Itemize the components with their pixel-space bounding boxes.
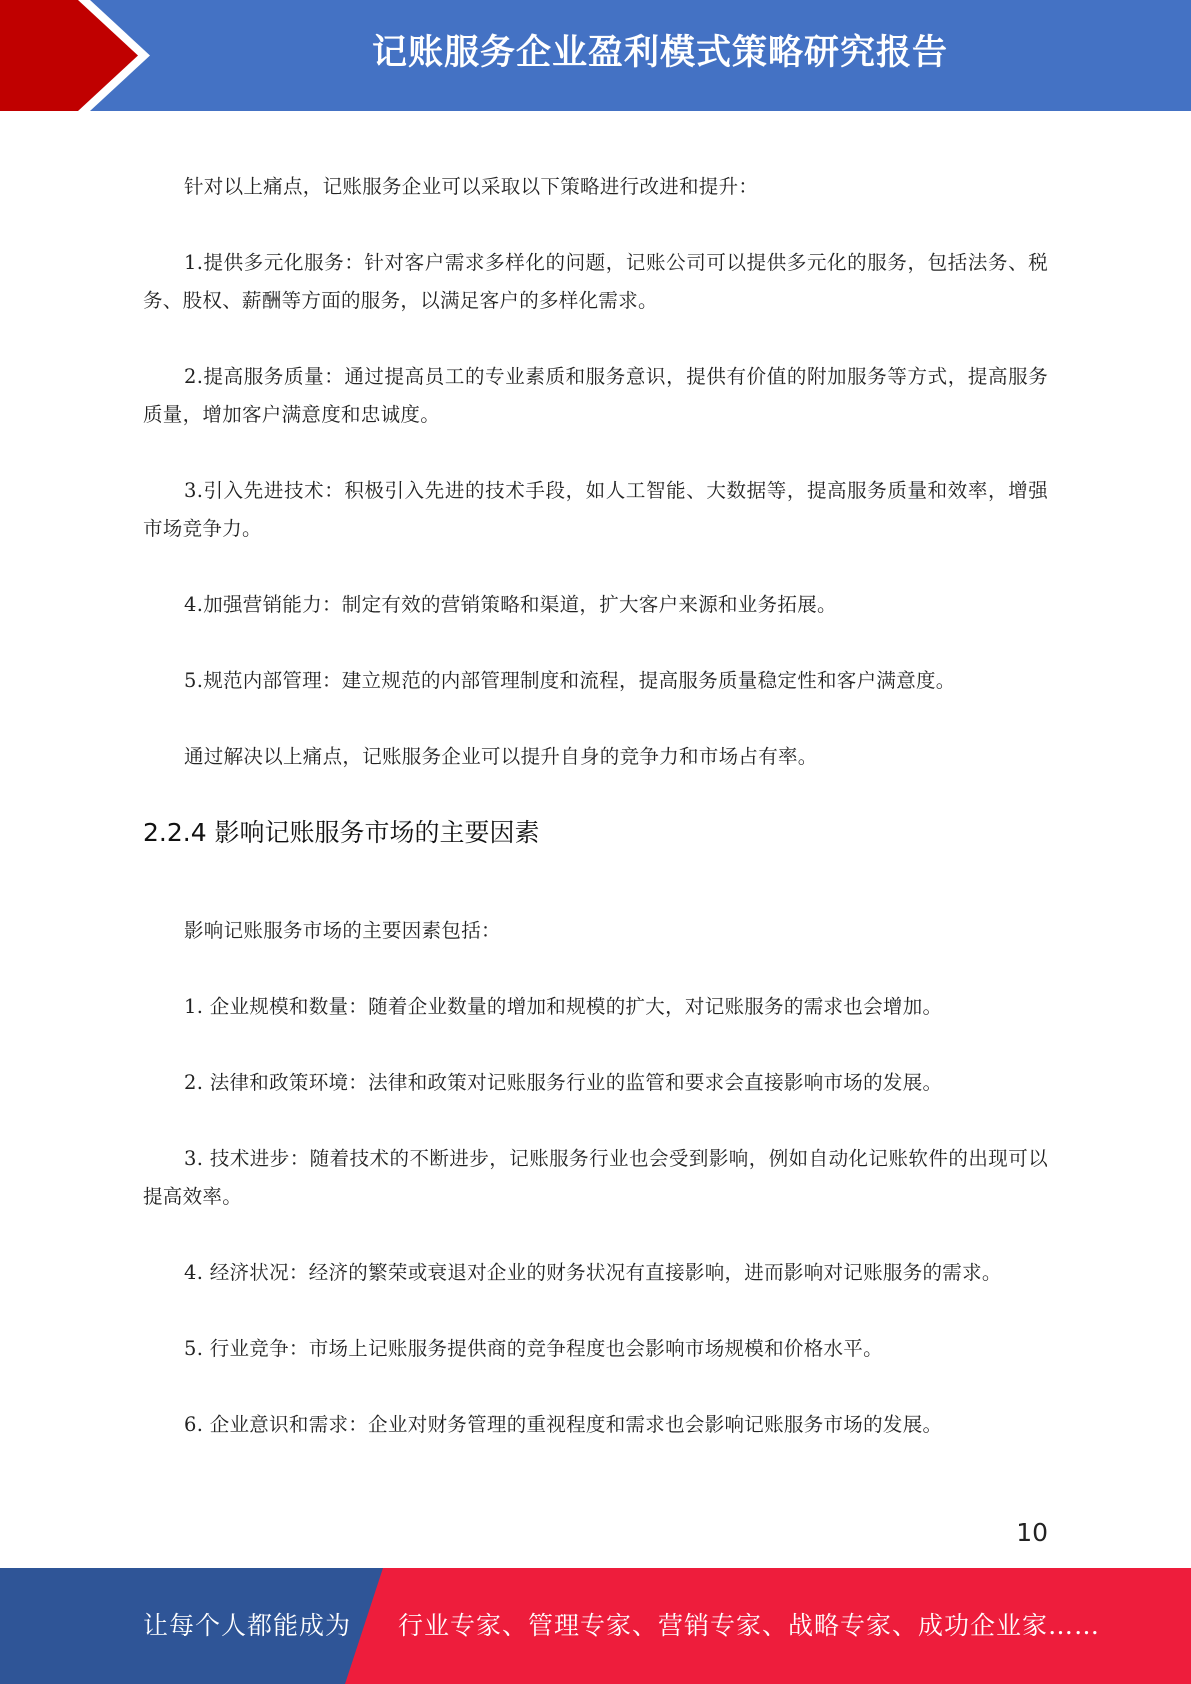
document-title: 记账服务企业盈利模式策略研究报告 (371, 33, 948, 73)
factors-intro: 影响记账服务市场的主要因素包括： (184, 919, 501, 942)
footer-slogan-left: 让每个人都能成为 (143, 1611, 352, 1640)
factor-item-1: 1. 企业规模和数量：随着企业数量的增加和规模的扩大，对记账服务的需求也会增加。 (184, 995, 943, 1018)
strategy-intro: 针对以上痛点，记账服务企业可以采取以下策略进行改进和提升： (184, 175, 759, 198)
factor-item-5: 5. 行业竞争：市场上记账服务提供商的竞争程度也会影响市场规模和价格水平。 (184, 1337, 883, 1360)
strategy-item-1: 1.提供多元化服务：针对客户需求多样化的问题，记账公司可以提供多元化的服务，包括法务、税务、股权、薪酬等方面的服务，以满足客户的多样化需求。 (143, 251, 1048, 312)
factor-item-6: 6. 企业意识和需求：企业对财务管理的重视程度和需求也会影响记账服务市场的发展。 (184, 1413, 943, 1436)
page-content (143, 168, 1048, 1444)
factor-item-4: 4. 经济状况：经济的繁荣或衰退对企业的财务状况有直接影响，进而影响对记账服务的需求。 (184, 1261, 1002, 1284)
factor-item-3: 3. 技术进步：随着技术的不断进步，记账服务行业也会受到影响，例如自动化记账软件的出现可以提高效率。 (143, 1147, 1048, 1208)
strategy-item-4: 4.加强营销能力：制定有效的营销策略和渠道，扩大客户来源和业务拓展。 (184, 593, 837, 616)
strategy-item-3: 3.引入先进技术：积极引入先进的技术手段，如人工智能、大数据等，提高服务质量和效率，增强市场竞争力。 (143, 479, 1048, 540)
page-header (0, 0, 1191, 111)
factor-item-2: 2. 法律和政策环境：法律和政策对记账服务行业的监管和要求会直接影响市场的发展。 (184, 1071, 943, 1094)
page-number: 10 (1016, 1518, 1048, 1547)
strategy-item-2: 2.提高服务质量：通过提高员工的专业素质和服务意识，提供有价值的附加服务等方式，提高服务质量，增加客户满意度和忠诚度。 (143, 365, 1048, 426)
footer-slogan-right: 行业专家、管理专家、营销专家、战略专家、成功企业家…… (398, 1611, 1101, 1640)
section-heading-2-2-4: 2.2.4 影响记账服务市场的主要因素 (143, 818, 540, 847)
header-ribbon-decoration (0, 0, 160, 111)
strategy-item-5: 5.规范内部管理：建立规范的内部管理制度和流程，提高服务质量稳定性和客户满意度。 (184, 669, 956, 692)
strategy-conclusion: 通过解决以上痛点，记账服务企业可以提升自身的竞争力和市场占有率。 (184, 745, 818, 768)
page-footer (0, 1568, 1191, 1684)
